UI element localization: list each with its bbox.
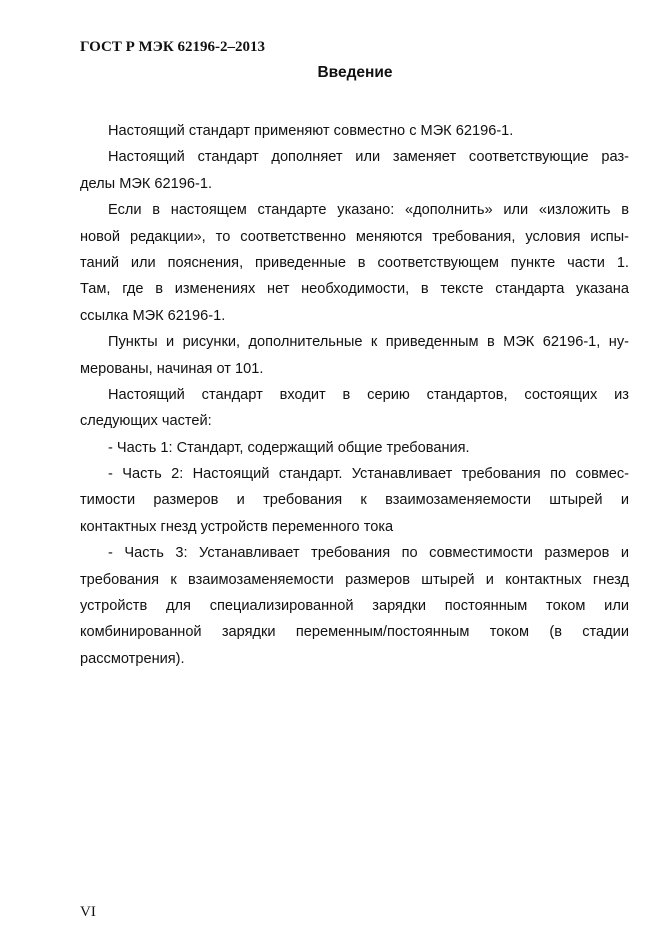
paragraph — [80, 438, 629, 464]
text-line: устройств для специализированной зарядки постоянным током или — [80, 598, 629, 615]
text-line: требования к взаимозаменяемости размеров штырей и контактных гнезд — [80, 571, 629, 588]
text-line: Если в настоящем стандарте указано: «дополнить» или «изложить в — [108, 202, 629, 219]
text-line: ссылка МЭК 62196-1. — [80, 307, 226, 324]
paragraph — [80, 121, 629, 147]
paragraph — [80, 200, 629, 332]
text-line: комбинированной зарядки переменным/постоянным током (в стадии — [80, 624, 629, 641]
text-line: таний или пояснения, приведенные в соответствующем пункте части 1. — [80, 254, 629, 271]
text-line: - Часть 3: Устанавливает требования по совместимости размеров и — [108, 545, 629, 562]
text-line: тимости размеров и требования к взаимозаменяемости штырей и — [80, 492, 629, 509]
section-title: Введение — [317, 64, 393, 81]
text-line: - Часть 1: Стандарт, содержащий общие требования. — [108, 439, 470, 456]
text-line: Настоящий стандарт применяют совместно с МЭК 62196-1. — [108, 123, 514, 139]
text-line: - Часть 2: Настоящий стандарт. Устанавливает требования по совмес- — [108, 466, 629, 483]
text-line: Там, где в изменениях нет необходимости, в тексте стандарта указана — [80, 281, 629, 298]
text-line: Настоящий стандарт дополняет или заменяет соответствующие раз- — [108, 149, 629, 166]
text-line: контактных гнезд устройств переменного тока — [80, 518, 394, 535]
document-header: ГОСТ Р МЭК 62196-2–2013 — [80, 39, 265, 55]
paragraph — [80, 147, 629, 200]
text-line: Настоящий стандарт входит в серию стандартов, состоящих из — [108, 386, 629, 403]
text-line: мерованы, начиная от 101. — [80, 360, 264, 377]
paragraph — [80, 332, 629, 385]
text-line: новой редакции», то соответственно меняются требования, условия испы- — [80, 228, 629, 245]
paragraph — [80, 464, 629, 543]
document-body — [80, 121, 629, 675]
text-line: Пункты и рисунки, дополнительные к приведенным в МЭК 62196-1, ну- — [108, 334, 629, 351]
text-line: рассмотрения). — [80, 650, 185, 667]
text-line: следующих частей: — [80, 413, 212, 430]
paragraph — [80, 385, 629, 438]
page-number: VI — [80, 904, 96, 920]
text-line: делы МЭК 62196-1. — [80, 175, 213, 192]
paragraph — [80, 543, 629, 675]
